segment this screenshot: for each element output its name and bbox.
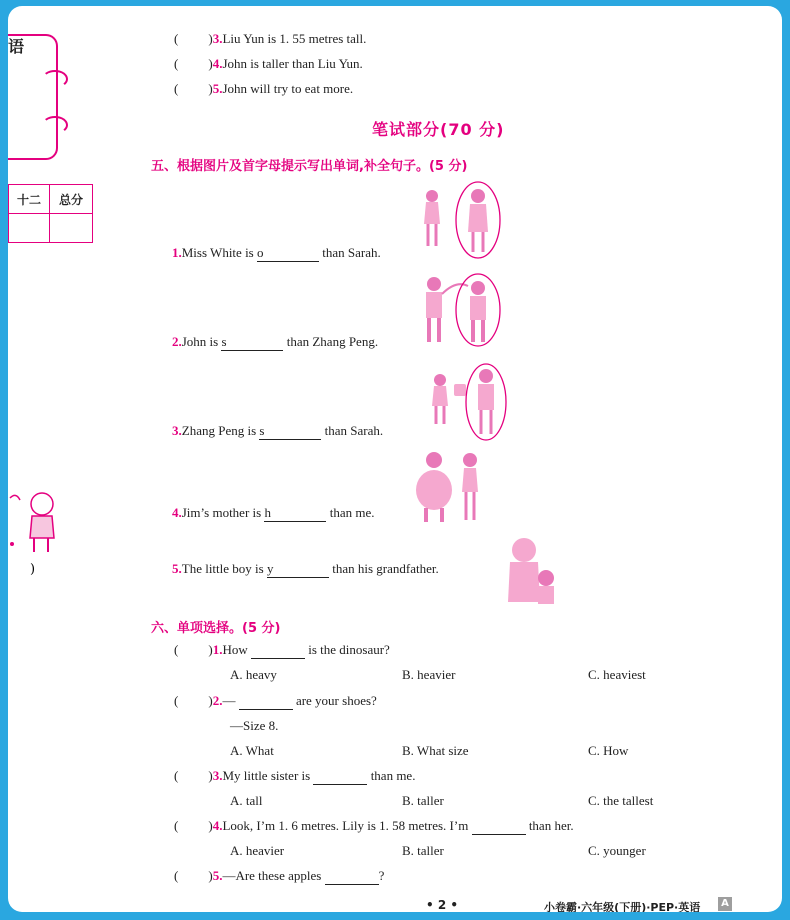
score-cell[interactable] — [9, 214, 50, 243]
mc-question: ( )4.Look, I’m 1. 6 metres. Lily is 1. 58 metres. I’m than her. — [174, 818, 574, 833]
boy-cartoon-icon — [8, 488, 62, 556]
figure-woman-girl-icon — [416, 180, 506, 264]
worksheet-page — [8, 6, 782, 912]
mc-option[interactable]: B. taller — [402, 793, 444, 808]
mc-question: ( )1.How is the dinosaur? — [174, 642, 390, 657]
score-cell[interactable] — [50, 214, 93, 243]
answer-blank[interactable]: o — [257, 245, 319, 262]
mc-option[interactable]: A. What — [230, 743, 274, 758]
mc-option[interactable]: C. the tallest — [588, 793, 654, 808]
top-item: ( )4.John is taller than Liu Yun. — [174, 56, 363, 71]
mc-option[interactable]: B. taller — [402, 843, 444, 858]
figure-girl-boy-icon — [422, 360, 512, 444]
written-part-heading: 笔试部分(70 分) — [372, 120, 505, 139]
answer-paren[interactable]: ( — [174, 768, 179, 783]
score-header-total: 总分 — [50, 185, 93, 214]
mc-question: ( )5.—Are these apples ? — [174, 868, 385, 883]
top-item: ( )5.John will try to eat more. — [174, 81, 354, 96]
edition-badge: A — [718, 897, 732, 911]
answer-blank[interactable] — [313, 768, 367, 785]
answer-paren[interactable]: ( — [174, 56, 179, 71]
figure-mother-girl-icon — [414, 448, 494, 526]
answer-blank[interactable]: s — [221, 334, 283, 351]
answer-blank[interactable]: s — [259, 423, 321, 440]
mc-option[interactable]: B. heavier — [402, 667, 456, 682]
mc-option[interactable]: B. What size — [402, 743, 469, 758]
answer-blank[interactable]: y — [267, 561, 329, 578]
section-5-title: 五、根据图片及首字母提示写出单词,补全句子。(5 分) — [151, 159, 468, 174]
answer-paren[interactable]: ( — [174, 868, 179, 883]
mc-question: ( )2.— are your shoes? — [174, 693, 377, 708]
top-item: ( )3.Liu Yun is 1. 55 metres tall. — [174, 31, 367, 46]
figure-grandfather-boy-icon — [496, 532, 560, 608]
answer-blank[interactable] — [251, 642, 305, 659]
section-5-item: 4.Jim’s mother is h than me. — [172, 505, 375, 520]
mc-option[interactable]: C. How — [588, 743, 629, 758]
binding-ring-icon — [42, 70, 68, 88]
answer-blank[interactable] — [239, 693, 293, 710]
answer-paren[interactable]: ( — [174, 31, 179, 46]
mc-reply: —Size 8. — [230, 718, 279, 733]
section-6-title: 六、单项选择。(5 分) — [151, 621, 281, 636]
answer-paren[interactable]: ( — [174, 81, 179, 96]
answer-blank[interactable] — [325, 868, 379, 885]
left-margin-char: 语 — [8, 37, 25, 56]
answer-paren[interactable]: ( — [174, 818, 179, 833]
mc-option[interactable]: A. tall — [230, 793, 263, 808]
answer-blank[interactable] — [472, 818, 526, 835]
section-5-item: 2.John is s than Zhang Peng. — [172, 334, 379, 349]
score-header-12: 十二 — [9, 185, 50, 214]
binding-ring-icon — [42, 116, 68, 134]
mc-question: ( )3.My little sister is than me. — [174, 768, 416, 783]
page-number: • 2 • — [426, 898, 459, 912]
mc-option[interactable]: C. younger — [588, 843, 646, 858]
figure-two-boys-icon — [416, 270, 506, 350]
answer-paren[interactable]: ( — [174, 693, 179, 708]
mc-option[interactable]: A. heavier — [230, 843, 285, 858]
mc-option[interactable]: A. heavy — [230, 667, 277, 682]
answer-paren[interactable]: ( — [174, 642, 179, 657]
left-margin-paren: ) — [30, 562, 36, 577]
score-table — [8, 184, 93, 243]
book-title: 小卷霸·六年级(下册)·PEP·英语 — [544, 901, 701, 912]
section-5-item: 5.The little boy is y than his grandfather. — [172, 561, 439, 576]
answer-blank[interactable]: h — [264, 505, 326, 522]
section-5-item: 3.Zhang Peng is s than Sarah. — [172, 423, 384, 438]
mc-option[interactable]: C. heaviest — [588, 667, 646, 682]
section-5-item: 1.Miss White is o than Sarah. — [172, 245, 381, 260]
